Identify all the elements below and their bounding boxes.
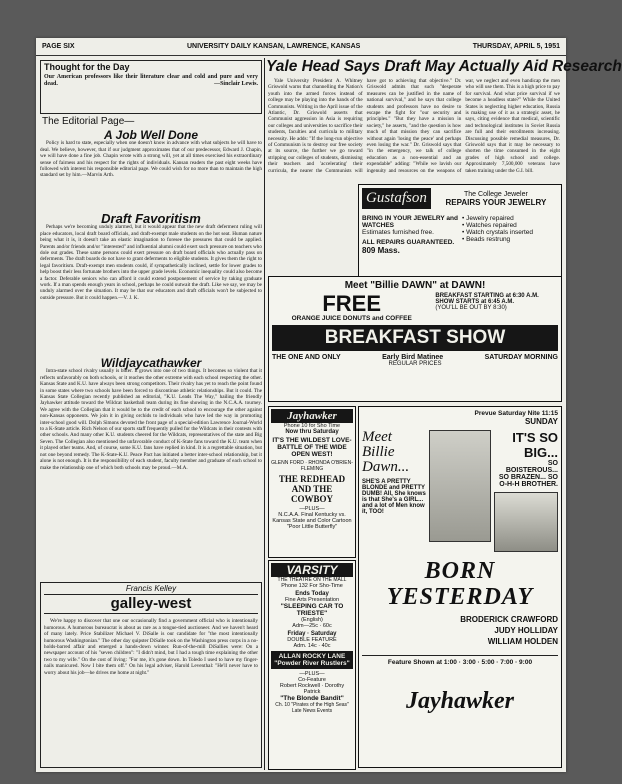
service-item: • Jewelry repaired: [462, 215, 514, 222]
thought-for-the-day: [40, 60, 262, 114]
breakfast-early: Early Bird Matinee: [382, 354, 444, 361]
thought-title: Thought for the Day: [44, 62, 130, 72]
born-big: IT'S SO BIG...: [512, 430, 558, 460]
breakfast-place: THE ONE AND ONLY: [272, 354, 341, 361]
varsity-days: Friday · Saturday: [287, 631, 337, 637]
varsity-film2: ALLAN ROCKY LANE "Powder River Rustlers": [271, 651, 353, 669]
varsity-extra: Ch. 10 "Pirates of the High Seas" Late News Events: [275, 702, 349, 714]
page-number: PAGE SIX: [42, 43, 75, 50]
yale-headline: Yale Head Says Draft May Actually Aid Research: [266, 58, 622, 75]
column-body: We're happy to discover that one our occasionally find a government official who is intentionally humorous. A humorous bureaucrat is about as rare as a tongue-tied auctioneer. And we haven't heard of many lately. Price Stabilizer Michael V. DiSalle is our candidate for "the most intentionally humorous Washingtonian." The other day quipster DiSalle took on the Washington press corps in a no-holds-barred affair and emerged a hands-down winner. Run-of-the-mill DiSallies were: On a newspaper account of his "seven children": "I didn't mind, but I had a tough time explaining the other two to my wife." On the cost of living: "For me, it's gone down. In Toledo I used to have my finger-nails manicured. Now I bite them off." On his legal adviser, Harold Leventhal: "He'll never have to worry about his job—he drives me home at night.": [44, 618, 258, 676]
varsity-lang: (English): [301, 617, 323, 623]
born-meet: Meet Billie Dawn...: [362, 429, 410, 475]
service-item: • Watch crystals inserted: [462, 229, 534, 236]
breakfast-title: BREAKFAST SHOW: [272, 325, 558, 351]
born-day: SUNDAY: [524, 417, 558, 426]
article-body: Policy is hard to state, especially when one doesn't know in advance with what subjects he will have to deal. We believe, however, that if our judgment approximates that of our predecessor, Edward J. Chapin, we will have done a fine job. Chapin wrote with a strong will, yet at all times exercised his extraordinary sense of fairness and his respect for the rights of individuals. Kansan readers the past eight weeks have followed with interest his responsible editorial page. We could wish for no more than to maintain the high standard set by him.—Marvin Arth.: [40, 140, 262, 179]
cast-photo-illustration: [494, 492, 558, 552]
born-desc: SHE'S A PRETTY BLONDE and PRETTY DUMB! All, She knows is that She's a GIRL... and a lot of Men know it, TOO!: [362, 479, 426, 515]
born-cast: [362, 614, 558, 647]
breakfast-free: FREE: [322, 291, 382, 316]
breakfast-shows: SHOW STARTS at 6:45 A.M.: [435, 299, 515, 305]
born-footer-logo: Jayhawker: [406, 688, 514, 714]
jayhawker-now-ad: [268, 406, 356, 558]
galley-west-column: [40, 582, 262, 768]
born-yesterday-ad: [358, 406, 562, 768]
article-body: Intra-state school rivalry usually is bitter. It grows into one of two things. It becomes so violent that it reflects unfavorably on both schools, or it reaches the other extreme with each school respecting the other. Kansas State and K.U. have always been strong competitors. Their rivalry has yet to reach the point found in some states where two schools have been forced to discontinue athletic relationships. But it could. The Kansas State Collegian recently published an editorial, "K.U. Leads The Way," hailing the friendly Jayhawker attitude toward the Wildcat basketball team during its fine showing in the N.C.A.A. tourney. We agree with the Collegian that it would be to the credit of each school to encourage the other against non-Kansas opponents. We join it in giving orchids to individuals who have led the way in promoting inter-school good will. Dolph Simons devoted the front page of a special-edition Lawrence Journal-World to a K-State article. Rich Nelson of our sports staff frequently pulled for the Wildcats in their contests with other schools. And many other K.U. students cheered for the Wildcats, representatives of the state and Big Seven. The Collegian also mentioned the unfavorable conduct of K-State fans toward the K.U. team when it played other teams. And, of course, some K.U. fans have replied in kind. It is a regrettable situation, but not one beyond remedy. The K-State-K.U. Peace Pact has initiated a better inter-school relationship, but it alone is not enough. It is the responsibility of each student, faculty member and graduate of each school to make the relationship one of which both schools may be proud.—M.A.: [40, 368, 262, 471]
gustafson-logo: Gustafson: [362, 188, 431, 209]
cast-member: BRODERICK CRAWFORD: [460, 615, 558, 624]
thought-quote: [44, 74, 258, 88]
thought-author: —Sinclair Lewis.: [214, 81, 258, 88]
jayhawker-phone: Phone 10 for Sho Time: [283, 423, 341, 429]
jayhawker-ncaa: N.C.A.A. Final Kentucky vs. Kansas State and Color Cartoon "Poor Little Butterfly": [272, 512, 352, 530]
varsity-logo: VARSITY: [271, 563, 353, 577]
varsity-double: DOUBLE FEATURE: [287, 637, 337, 643]
thought-text: Our American professors like their literature clear and cold and pure and very dead.: [44, 74, 258, 88]
gustafson-services: [462, 215, 558, 255]
service-item: • Beads restrung: [462, 236, 511, 243]
article-title: A Job Well Done: [103, 128, 198, 142]
editorial-article: [40, 130, 262, 210]
issue-date: THURSDAY, APRIL 5, 1951: [472, 43, 560, 50]
paper-name: UNIVERSITY DAILY KANSAN, LAWRENCE, KANSAS: [186, 43, 361, 50]
varsity-cast: Robert Rockwell · Dorothy Patrick: [279, 683, 345, 695]
masthead: [36, 38, 566, 56]
gustafson-bring: BRING IN YOUR JEWELRY and WATCHES: [362, 215, 458, 229]
yale-article-body: [268, 78, 560, 180]
column-rule: [264, 58, 265, 770]
gustafson-estimates: Estimates furnished free.: [362, 229, 434, 236]
gustafson-slogan: REPAIRS YOUR JEWELRY: [445, 197, 547, 207]
jayhawker-plus: —PLUS—: [299, 506, 325, 512]
varsity-ends: Ends Today: [295, 591, 329, 597]
varsity-film: "SLEEPING CAR TO TRIESTE": [280, 603, 344, 617]
yale-article-text: Yale University President A. Whitney Griswold warns that channelling the Nation's youth into the armed forces instead of college may be playing into the hands of the Communists. Writing in the April issue of the Atlantic, Dr. Griswold asserts that Communist aggression in Asia is requiring our colleges and universities to sacrifice their students, faculties and curricula to military necessity. He adds: "If the long-run objective of Communism is to destroy our free society at its source, the further we go toward stripping our colleges of students, dismissing their teachers and 'accelerating' their curricula, the nearer the Communists will have got to achieving that objective." Dr. Griswold admits that such "desperate measures can be justified in the name of national survival," and he says that college students and professors have no desire to escape the fight for "our security and principles." "But they have a mission in society," he asserts, "and the question is how much of that mission they can sacrifice without again 'losing the peace' and perhaps even losing the war." Dr. Griswold says that "in the emergency, we talk of college education as a non-essential and an expendable" adding: "While we lavish our ingenuity and resources on the weapons of war, we neglect and even handicap the men who will use them. This is a high price to pay for survival. And what price survival if we become a headless state?" While the United States is neglecting higher education, Russia is making use of it as a strategic asset, he says, citing evidence that medical, scientific and technological institutes in Soviet Russia are full and their enrollments increasing. Discussing possible remedial measures, Dr. Griswold says that it may be necessary to shorten the time consumed in the eight grades of high school and college. Approximately 7,500,000 veterans have taken training under the G.I. bill.: [268, 78, 560, 174]
jayhawker-now: Now thru Saturday: [285, 429, 339, 435]
varsity-cofeature: Co-Feature: [298, 677, 326, 683]
article-body: Perhaps we're becoming unduly alarmed, but it would appear that the new draft deferment ruling will place educators, local draft board officials, and draft-exempt male students on the hot seat. Human nature being what it is, it doesn't take an elastic imagination to foresee the pressures that could be applied. Parents and/or friends and/or "interested" and influential alumni could exert such pressure on teachers who dole out grades. These same persons could exert pressure on draft board officials who actually pass on deferments. The draft boards do not have to grant deferments to eligible students. It gives them the right to legal favoritism. Draft-exempt men students could, if sympathetically inclined, settle for lower grades to help boost their less fortunate brothers into the upper grade levels. Economic inequality could also become a factor. Deferable seniors who can afford it could extend postponement of service by taking graduate work. If a man spends enough years in school, perhaps he could outwait the draft. Like we say, we may be unduly alarmed over the situation. It may be that our educators and draft officials won't be subjected to outside pressure. But it could happen.—V. J. K.: [40, 224, 262, 301]
editorial-heading: The Editorial Page—: [42, 116, 135, 127]
varsity-film3: "The Blonde Bandit": [280, 695, 344, 702]
breakfast-items: ORANGE JUICE DONUTS and COFFEE: [291, 315, 412, 322]
varsity-fine: Fine Arts Presentation: [284, 597, 340, 603]
breakfast-show-ad: [268, 276, 562, 402]
gustafson-guarantee: ALL REPAIRS GUARANTEED.: [362, 239, 455, 246]
cast-member: JUDY HOLLIDAY: [494, 626, 558, 635]
varsity-adm2: Adm. 14c · 40c: [293, 643, 331, 649]
breakfast-note: (YOU'LL BE OUT BY 8:30): [435, 305, 507, 311]
billie-dawn-illustration: [429, 430, 491, 542]
gustafson-tag: The College Jeweler: [464, 190, 528, 198]
column-byline: Francis Kelley: [125, 584, 177, 593]
varsity-plus: —PLUS—: [299, 671, 325, 677]
breakfast-day: SATURDAY MORNING: [484, 354, 558, 361]
jayhawker-film: THE REDHEAD AND THE COWBOY: [278, 474, 346, 504]
born-bold: SO BOISTEROUS... SO BRAZEN... SO O-H-H BROTHER.: [498, 460, 558, 488]
service-item: • Watches repaired: [462, 222, 517, 229]
editorial-article: [40, 358, 262, 578]
varsity-phone: Phone 132 For Sho-Time: [281, 583, 343, 589]
article-title: Draft Favoritism: [101, 211, 201, 226]
column-title: galley-west: [44, 594, 258, 614]
article-title: Wildjaycathawker: [100, 356, 202, 370]
breakfast-meet: Meet "Billie DAWN" at DAWN!: [344, 280, 486, 291]
breakfast-start: BREAKFAST STARTING at 6:30 A.M.: [435, 293, 539, 299]
cast-member: WILLIAM HOLDEN: [487, 637, 558, 646]
editorial-article: [40, 211, 262, 354]
jayhawker-blurb: IT'S THE WILDEST LOVE-BATTLE OF THE WIDE OPEN WEST!: [272, 437, 352, 458]
breakfast-prices: REGULAR PRICES: [388, 361, 442, 367]
varsity-sub: THE THEATRE ON THE MALL: [277, 577, 347, 583]
gustafson-address: 809 Mass.: [362, 246, 400, 255]
jayhawker-logo: Jayhawker: [271, 409, 353, 423]
varsity-ad: [268, 560, 356, 770]
jayhawker-cast: GLENN FORD · RHONDA O'BRIEN-FLEMING: [271, 460, 353, 472]
born-times: Feature Shown at 1:00 · 3:00 · 5:00 · 7:00 · 9:00: [362, 655, 558, 666]
newspaper-page: [36, 38, 622, 772]
born-title: BORN YESTERDAY: [386, 558, 534, 610]
born-preview: Prevue Saturday Nite 11:15: [474, 410, 558, 417]
varsity-adm: Adm—25c · 60c: [292, 623, 332, 629]
